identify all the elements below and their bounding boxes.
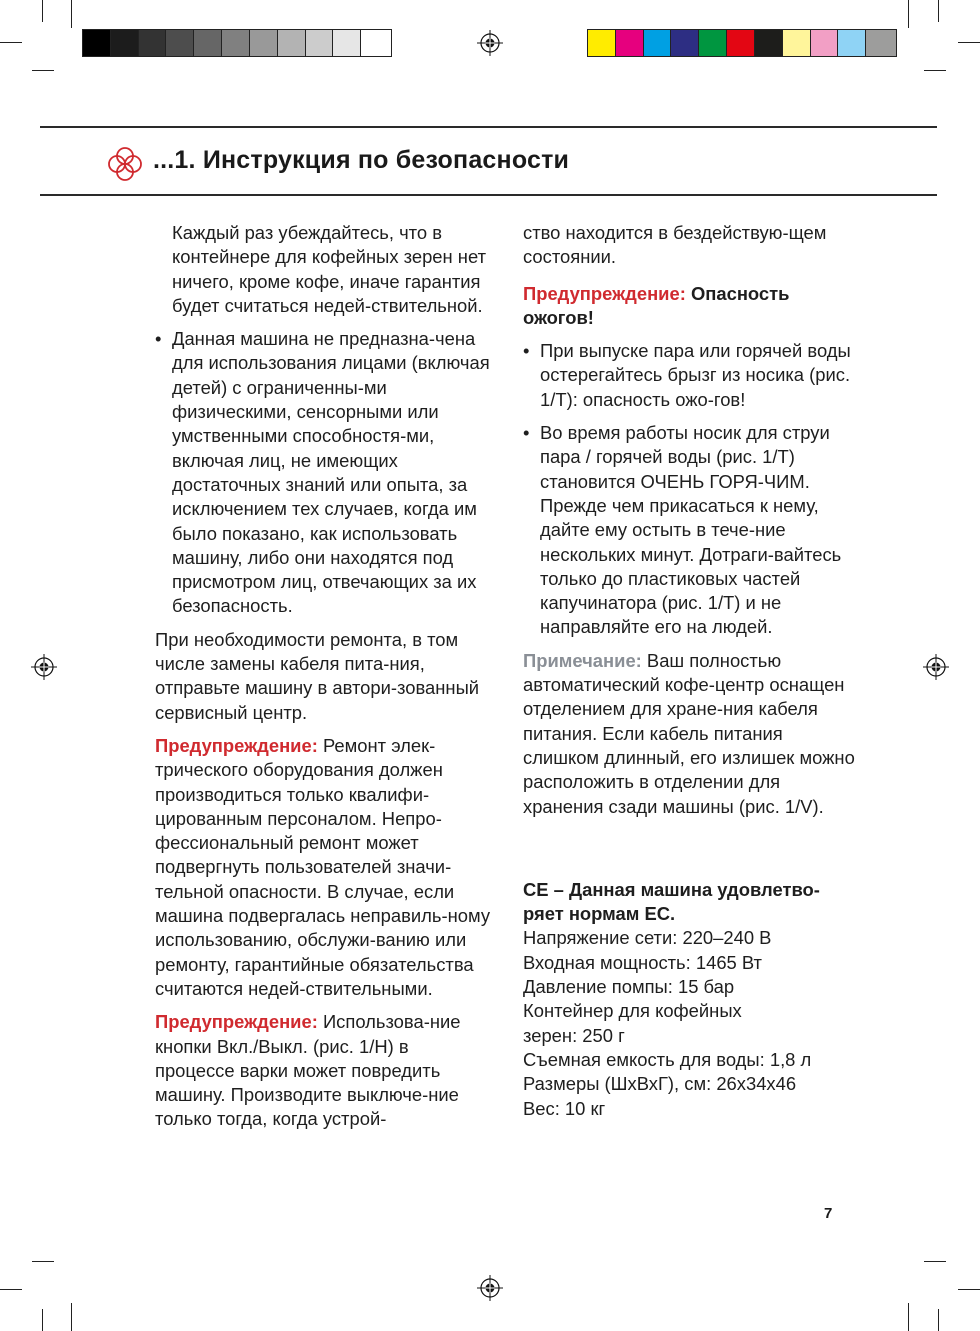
swatch [306,30,334,56]
page-number: 7 [824,1205,833,1222]
swatch [838,30,866,56]
swatch [866,30,896,56]
registration-mark-icon [477,1275,503,1301]
warning-paragraph [523,282,857,331]
swatch [166,30,194,56]
ce-heading: CE – Данная машина удовлетво-ряет нормам ЕС. [523,878,820,925]
header-top-rule [40,126,937,128]
bullet-item: • Во время работы носик для струи пара / горячей воды (рис. 1/T) становится ОЧЕНЬ ГОРЯ-ЧИМ. Прежде чем прикасаться к нему, дайте ему остыть в тече-ние нескольких минут. Дотраги-вайтесь только до пластиковых частей капучинатора (рис. 1/T) и не направляйте его на людей. [523,421,857,640]
warning-text: Использова-ние кнопки Вкл./Выкл. (рис. 1/H) в процессе варки может повредить машину. Производите выключе-ние только тогда, когда устрой- [155,1011,461,1130]
swatch [644,30,672,56]
spec-list [523,926,857,1120]
warning-label: Предупреждение: [155,1011,318,1033]
flower-logo-icon [106,145,144,183]
note-text: Ваш полностью автоматический кофе-центр оснащен отделением для хране-ния кабеля питания. Если кабель питания слишком длинный, его излишек можно расположить в отделении для хранения сзади машины (рис. 1/V). [523,649,855,817]
warning-text: Опасность ожогов! [523,282,790,328]
bullet-item: • При выпуске пара или горячей воды остерегайтесь брызг из носика (рис. 1/T): опасность ожо-гов! [523,339,857,412]
registration-mark-icon [923,654,949,680]
page-title: ...1. Инструкция по безопасности [153,146,570,174]
spec-line: Напряжение сети: 220–240 В [523,927,772,949]
swatch [278,30,306,56]
swatch [588,30,616,56]
registration-mark-icon [31,654,57,680]
left-column [155,221,490,1132]
spec-line: зерен: 250 г [523,1024,625,1046]
swatch [699,30,727,56]
warning-label: Предупреждение: [523,282,686,304]
note-label: Примечание: [523,649,642,671]
swatch [727,30,755,56]
warning-text: Ремонт элек-трического оборудования должен производиться только квалифи-цированным персоналом. Непро-фессиональный ремонт может подвергнуть пользователей значи-тельной опасности. В случае, если машина подвергалась неправиль-ному использованию, обслужи-ванию или ремонту, гарантийные обязательства считаются недей-ствительными. [155,734,491,999]
warning-label: Предупреждение: [155,734,318,756]
bullet-item: • Данная машина не предназна-чена для использования лицами (включая детей) с ограниченны-ми физическими, сенсорными или умственными способностя-ми, включая лиц, не имеющих достаточных знаний или опыта, за исключением тех случаев, когда им было показано, как использовать машину, либо они находятся под присмотром лиц, отвечающих за их безопасность. [155,327,490,619]
spec-line: Контейнер для кофейных [523,1000,742,1022]
spec-line: Съемная емкость для воды: 1,8 л [523,1048,812,1070]
header-bottom-rule [40,194,937,196]
swatch [250,30,278,56]
paragraph: Каждый раз убеждайтесь, что в контейнере для кофейных зерен нет ничего, кроме кофе, иначе гарантия будет считаться недей-ствительной. [172,222,486,316]
swatch [811,30,839,56]
swatch [783,30,811,56]
gray-scale-bar [82,29,392,57]
warning-paragraph [155,734,490,1001]
process-color-bar [587,29,897,57]
spec-line: Вес: 10 кг [523,1097,606,1119]
swatch [671,30,699,56]
swatch [333,30,361,56]
paragraph: ство находится в бездействую-щем состоянии. [523,222,827,268]
swatch [616,30,644,56]
warning-paragraph [155,1010,490,1131]
swatch [361,30,391,56]
swatch [111,30,139,56]
swatch [755,30,783,56]
spec-line: Входная мощность: 1465 Вт [523,951,762,973]
registration-mark-icon [477,30,503,56]
swatch [83,30,111,56]
right-column [523,221,857,1121]
spec-line: Размеры (ШхВхГ), см: 26x34x46 [523,1073,797,1095]
paragraph: При необходимости ремонта, в том числе замены кабеля пита-ния, отправьте машину в автори-зованный сервисный центр. [155,628,480,723]
spec-line: Давление помпы: 15 бар [523,976,735,998]
swatch [139,30,167,56]
note-paragraph [523,649,857,819]
swatch [222,30,250,56]
swatch [194,30,222,56]
